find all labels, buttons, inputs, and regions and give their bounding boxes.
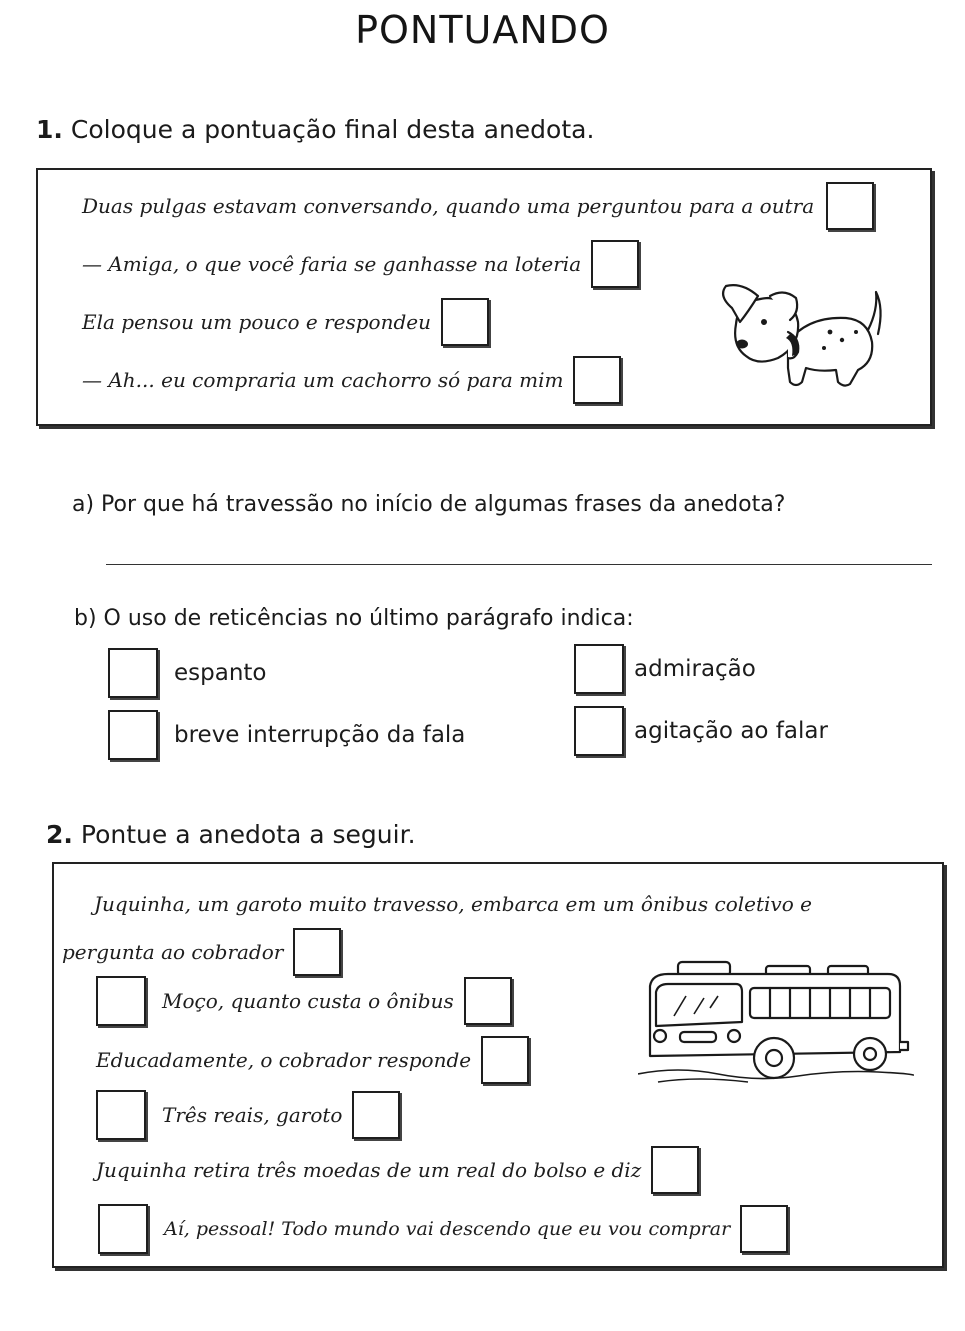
anecdote-2-line-6 (96, 1146, 699, 1194)
punctuation-box[interactable] (352, 1091, 400, 1139)
question-1-prompt: Coloque a pontuação final desta anedota. (70, 115, 595, 144)
dash-box[interactable] (96, 976, 146, 1026)
anecdote-1-line-3 (82, 298, 489, 346)
anecdote-2-panel (52, 862, 944, 1268)
option-checkbox[interactable] (108, 710, 158, 760)
option-checkbox[interactable] (574, 644, 624, 694)
punctuation-box[interactable] (441, 298, 489, 346)
option-espanto[interactable] (108, 648, 267, 698)
option-checkbox[interactable] (574, 706, 624, 756)
page-title: PONTUANDO (355, 8, 610, 52)
punctuation-box[interactable] (651, 1146, 699, 1194)
anecdote-2-text-5: Três reais, garoto (162, 1103, 343, 1127)
anecdote-2-text-1: Juquinha, um garoto muito travesso, embarca em um ônibus coletivo e (94, 892, 812, 916)
anecdote-1-line-2 (82, 240, 639, 288)
anecdote-1-text-4: — Ah... eu compraria um cachorro só para mim (82, 368, 564, 392)
anecdote-2-line-5 (96, 1090, 400, 1140)
dash-box[interactable] (96, 1090, 146, 1140)
option-label: agitação ao falar (634, 718, 828, 744)
option-agitacao[interactable] (574, 706, 828, 756)
option-admiracao[interactable] (574, 644, 756, 694)
option-label: breve interrupção da fala (174, 722, 466, 748)
punctuation-box[interactable] (293, 928, 341, 976)
anecdote-2-line-3 (96, 976, 512, 1026)
option-label: espanto (174, 660, 267, 686)
question-1-number: 1. (36, 115, 63, 144)
anecdote-1-text-2: — Amiga, o que você faria se ganhasse na loteria (82, 252, 582, 276)
anecdote-1-line-4 (82, 356, 621, 404)
option-checkbox[interactable] (108, 648, 158, 698)
punctuation-box[interactable] (740, 1205, 788, 1253)
anecdote-1-text-3: Ela pensou um pouco e respondeu (82, 310, 431, 334)
question-1-heading (36, 115, 594, 144)
anecdote-2-line-1 (94, 892, 812, 916)
anecdote-1-line-1 (82, 182, 874, 230)
punctuation-box[interactable] (464, 977, 512, 1025)
anecdote-2-line-4 (96, 1036, 529, 1084)
punctuation-box[interactable] (591, 240, 639, 288)
anecdote-2-line-2 (62, 928, 341, 976)
question-2-number: 2. (46, 820, 73, 849)
question-1a: a) Por que há travessão no início de algumas frases da anedota? (72, 492, 786, 517)
option-label: admiração (634, 656, 756, 682)
bus-icon (638, 956, 914, 1088)
anecdote-2-text-7: Aí, pessoal! Todo mundo vai descendo que eu vou comprar (164, 1218, 731, 1240)
punctuation-box[interactable] (826, 182, 874, 230)
anecdote-2-text-2: pergunta ao cobrador (62, 940, 284, 964)
dash-box[interactable] (98, 1204, 148, 1254)
option-breve-interrupcao[interactable] (108, 710, 465, 760)
dog-icon (718, 282, 888, 397)
question-2-heading (46, 820, 416, 849)
anecdote-2-text-6: Juquinha retira três moedas de um real do bolso e diz (96, 1158, 642, 1182)
punctuation-box[interactable] (573, 356, 621, 404)
anecdote-1-panel (36, 168, 932, 426)
punctuation-box[interactable] (481, 1036, 529, 1084)
answer-line[interactable] (106, 564, 932, 565)
question-2-prompt: Pontue a anedota a seguir. (80, 820, 416, 849)
anecdote-1-text-1: Duas pulgas estavam conversando, quando uma perguntou para a outra (82, 194, 815, 218)
anecdote-2-text-3: Moço, quanto custa o ônibus (162, 989, 454, 1013)
anecdote-2-text-4: Educadamente, o cobrador responde (96, 1048, 472, 1072)
question-1b: b) O uso de reticências no último parágrafo indica: (74, 606, 634, 631)
anecdote-2-line-7 (98, 1204, 788, 1254)
